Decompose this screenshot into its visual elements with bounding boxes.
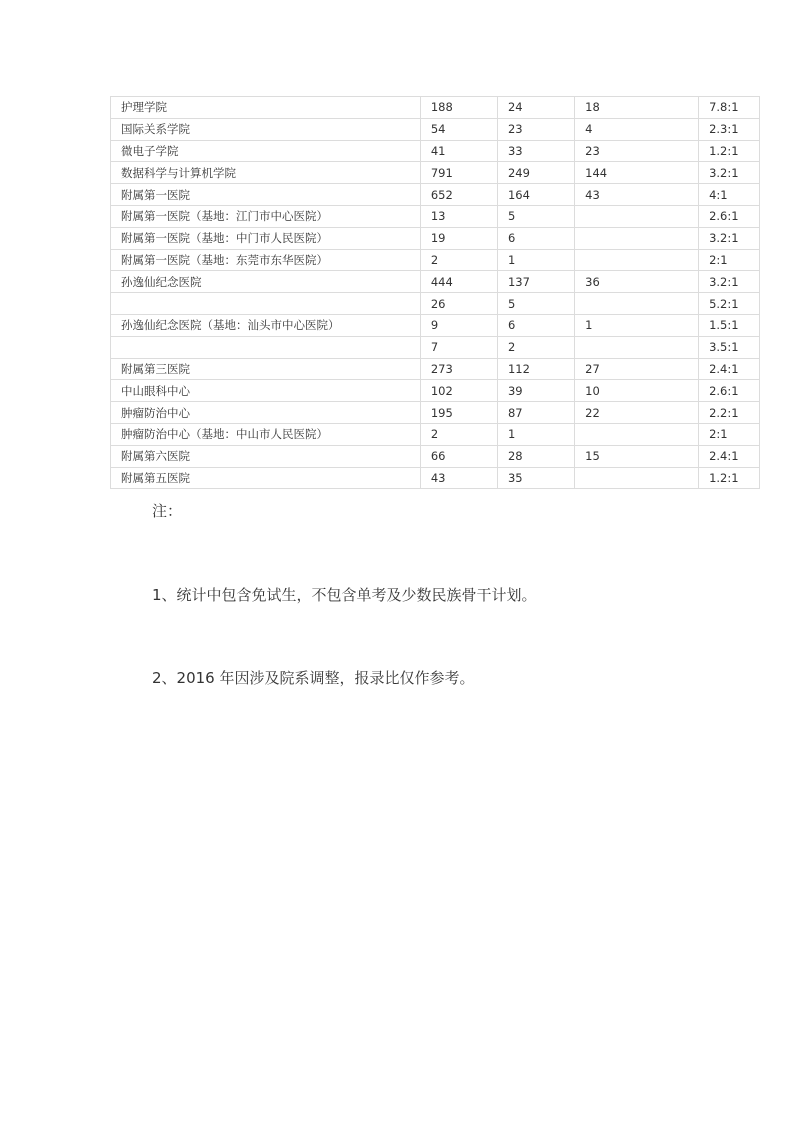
department-name-cell: 微电子学院 [111, 140, 421, 162]
exempt-cell: 15 [575, 445, 699, 467]
admitted-cell: 137 [497, 271, 574, 293]
ratio-cell: 5.2:1 [699, 293, 760, 315]
applicants-cell: 9 [420, 314, 497, 336]
table-row [111, 205, 760, 227]
applicants-cell: 188 [420, 97, 497, 119]
department-name-cell: 肿瘤防治中心 [111, 402, 421, 424]
ratio-cell: 2.3:1 [699, 118, 760, 140]
ratio-cell: 2.6:1 [699, 205, 760, 227]
exempt-cell: 18 [575, 97, 699, 119]
admitted-cell: 164 [497, 184, 574, 206]
exempt-cell: 23 [575, 140, 699, 162]
admitted-cell: 5 [497, 205, 574, 227]
note-line-1: 1、统计中包含免试生，不包含单考及少数民族骨干计划。 [152, 586, 537, 604]
ratio-cell: 2.4:1 [699, 358, 760, 380]
table-row [111, 162, 760, 184]
admitted-cell: 33 [497, 140, 574, 162]
applicants-cell: 791 [420, 162, 497, 184]
ratio-cell: 2.2:1 [699, 402, 760, 424]
applicants-cell: 195 [420, 402, 497, 424]
table-row [111, 402, 760, 424]
admitted-cell: 28 [497, 445, 574, 467]
department-name-cell: 附属第一医院 [111, 184, 421, 206]
table-row [111, 336, 760, 358]
department-name-cell: 中山眼科中心 [111, 380, 421, 402]
exempt-cell: 1 [575, 314, 699, 336]
admitted-cell: 35 [497, 467, 574, 489]
department-name-cell: 附属第一医院（基地：江门市中心医院） [111, 205, 421, 227]
department-name-cell: 肿瘤防治中心（基地：中山市人民医院） [111, 423, 421, 445]
admitted-cell: 112 [497, 358, 574, 380]
exempt-cell [575, 249, 699, 271]
ratio-cell: 3.2:1 [699, 162, 760, 184]
department-name-cell: 孙逸仙纪念医院 [111, 271, 421, 293]
admitted-cell: 2 [497, 336, 574, 358]
applicants-cell: 652 [420, 184, 497, 206]
ratio-cell: 1.2:1 [699, 140, 760, 162]
table-row [111, 293, 760, 315]
admitted-cell: 87 [497, 402, 574, 424]
table-row [111, 118, 760, 140]
admitted-cell: 5 [497, 293, 574, 315]
table-row [111, 314, 760, 336]
applicants-cell: 26 [420, 293, 497, 315]
ratio-cell: 2.4:1 [699, 445, 760, 467]
admitted-cell: 23 [497, 118, 574, 140]
admitted-cell: 1 [497, 423, 574, 445]
department-name-cell: 国际关系学院 [111, 118, 421, 140]
exempt-cell [575, 423, 699, 445]
department-name-cell: 附属第六医院 [111, 445, 421, 467]
table-row [111, 358, 760, 380]
ratio-cell: 2.6:1 [699, 380, 760, 402]
exempt-cell [575, 293, 699, 315]
table-row [111, 227, 760, 249]
applicants-cell: 54 [420, 118, 497, 140]
department-name-cell: 附属第三医院 [111, 358, 421, 380]
department-name-cell: 护理学院 [111, 97, 421, 119]
ratio-cell: 3.2:1 [699, 271, 760, 293]
table-body [111, 97, 760, 489]
notes-title: 注： [152, 502, 183, 520]
ratio-cell: 1.5:1 [699, 314, 760, 336]
exempt-cell: 4 [575, 118, 699, 140]
applicants-cell: 43 [420, 467, 497, 489]
admitted-cell: 6 [497, 314, 574, 336]
applicants-cell: 66 [420, 445, 497, 467]
table-row [111, 423, 760, 445]
applicants-cell: 13 [420, 205, 497, 227]
exempt-cell: 36 [575, 271, 699, 293]
ratio-cell: 3.5:1 [699, 336, 760, 358]
admitted-cell: 1 [497, 249, 574, 271]
exempt-cell: 43 [575, 184, 699, 206]
exempt-cell [575, 227, 699, 249]
exempt-cell: 10 [575, 380, 699, 402]
department-name-cell: 附属第五医院 [111, 467, 421, 489]
department-name-cell: 孙逸仙纪念医院（基地：汕头市中心医院） [111, 314, 421, 336]
ratio-cell: 7.8:1 [699, 97, 760, 119]
exempt-cell [575, 205, 699, 227]
table-row [111, 249, 760, 271]
department-name-cell: 附属第一医院（基地：东莞市东华医院） [111, 249, 421, 271]
exempt-cell [575, 336, 699, 358]
applicants-cell: 102 [420, 380, 497, 402]
ratio-cell: 1.2:1 [699, 467, 760, 489]
exempt-cell [575, 467, 699, 489]
admitted-cell: 24 [497, 97, 574, 119]
department-name-cell: 附属第一医院（基地：中门市人民医院） [111, 227, 421, 249]
department-name-cell: 数据科学与计算机学院 [111, 162, 421, 184]
ratio-cell: 2:1 [699, 423, 760, 445]
table-row [111, 97, 760, 119]
table-row [111, 467, 760, 489]
exempt-cell: 144 [575, 162, 699, 184]
applicants-cell: 2 [420, 423, 497, 445]
admission-ratio-table [110, 96, 760, 489]
exempt-cell: 27 [575, 358, 699, 380]
ratio-cell: 2:1 [699, 249, 760, 271]
department-name-cell [111, 336, 421, 358]
note-line-2: 2、2016 年因涉及院系调整，报录比仅作参考。 [152, 669, 475, 687]
table-row [111, 445, 760, 467]
admitted-cell: 249 [497, 162, 574, 184]
applicants-cell: 41 [420, 140, 497, 162]
table-row [111, 271, 760, 293]
admitted-cell: 6 [497, 227, 574, 249]
table-row [111, 184, 760, 206]
ratio-cell: 3.2:1 [699, 227, 760, 249]
table-row [111, 380, 760, 402]
applicants-cell: 2 [420, 249, 497, 271]
applicants-cell: 19 [420, 227, 497, 249]
department-name-cell [111, 293, 421, 315]
applicants-cell: 7 [420, 336, 497, 358]
ratio-cell: 4:1 [699, 184, 760, 206]
exempt-cell: 22 [575, 402, 699, 424]
table-row [111, 140, 760, 162]
admitted-cell: 39 [497, 380, 574, 402]
applicants-cell: 273 [420, 358, 497, 380]
applicants-cell: 444 [420, 271, 497, 293]
